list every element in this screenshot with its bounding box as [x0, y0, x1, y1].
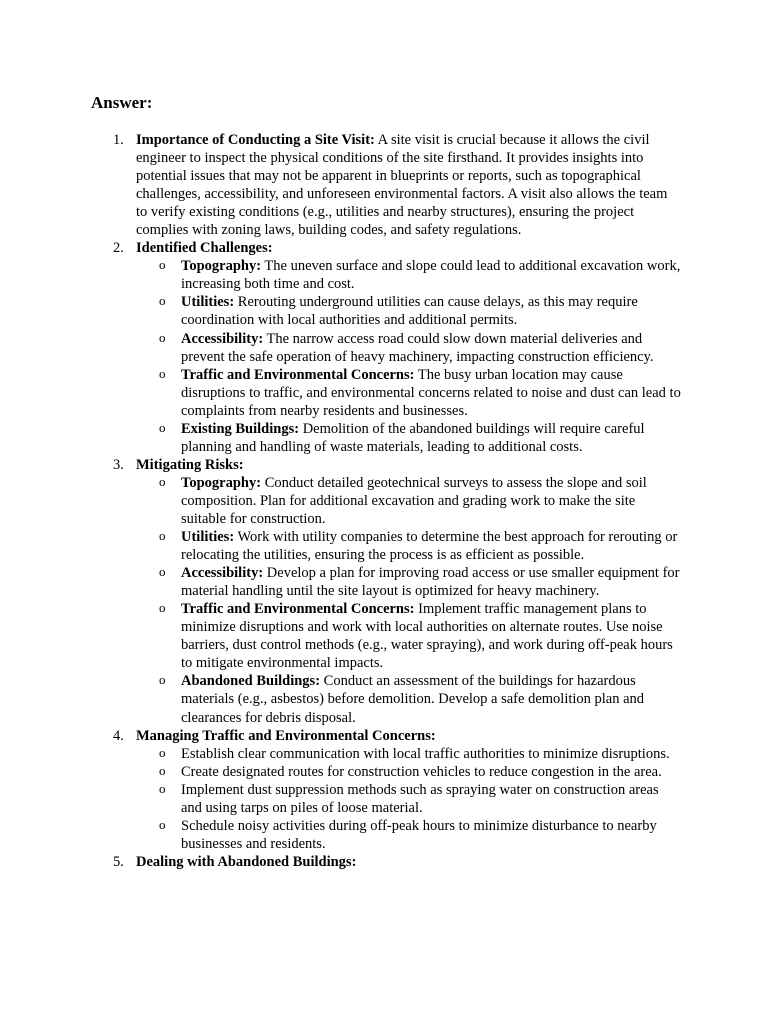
- bullet-icon: o: [159, 528, 166, 544]
- sub-item-text: Establish clear communication with local traffic authorities to minimize disruptions.: [181, 745, 670, 762]
- list-item-2: [113, 239, 682, 456]
- item-number: 1.: [113, 132, 124, 148]
- bullet-icon: o: [159, 780, 166, 796]
- sub-item: [159, 762, 682, 781]
- sub-item-lead: Topography:: [181, 258, 262, 275]
- bullet-icon: o: [159, 816, 166, 832]
- sub-item: [159, 257, 682, 293]
- item-text: A site visit is crucial because it allows the civil engineer to inspect the physical conditions of the site firsthand. It provides insights into potential issues that may not be apparent in blueprints or reports, such as topographical challenges, accessibility, and unforeseen environmental factors. A visit also allows the team to verify existing conditions (e.g., utilities and nearby structures), ensuring the project complies with zoning laws, building codes, and safety regulations.: [136, 132, 668, 239]
- sub-item: [159, 672, 682, 726]
- sub-item-lead: Accessibility:: [181, 330, 264, 347]
- item-title: Identified Challenges:: [136, 240, 273, 257]
- item-title: Importance of Conducting a Site Visit:: [136, 132, 375, 148]
- sub-item-text: Work with utility companies to determine the best approach for rerouting or relocating the utilities, ensuring the process is as efficient as possible.: [181, 529, 678, 564]
- sub-item: [159, 329, 682, 366]
- sub-list: [136, 257, 682, 456]
- sub-item-lead: Utilities:: [181, 294, 235, 311]
- sub-item-lead: Utilities:: [181, 529, 235, 546]
- item-number: 4.: [113, 727, 124, 744]
- bullet-icon: o: [159, 419, 166, 435]
- bullet-icon: o: [159, 329, 166, 345]
- item-number: 2.: [113, 240, 124, 257]
- sub-item-lead: Existing Buildings:: [181, 420, 300, 437]
- item-title: Managing Traffic and Environmental Concerns:: [136, 727, 436, 744]
- sub-item-text: Implement traffic management plans to minimize disruptions and work with local authorities on alternate routes. Use noise barriers, dust control methods (e.g., water spraying), and work during off-peak hours to mitigate environmental impacts.: [181, 601, 673, 672]
- sub-item: [159, 528, 682, 564]
- list-item-3: [113, 456, 682, 727]
- sub-item-text: Conduct detailed geotechnical surveys to assess the slope and soil composition. Plan for additional excavation and grading work to make the site suitable for construction.: [181, 474, 647, 527]
- sub-item-text: Develop a plan for improving road access or use smaller equipment for material handling until the site layout is optimized for heavy machinery.: [181, 565, 680, 600]
- item-number: 5.: [113, 853, 124, 870]
- bullet-icon: o: [159, 365, 166, 381]
- sub-item-lead: Traffic and Environmental Concerns:: [181, 601, 415, 618]
- sub-item-lead: Traffic and Environmental Concerns:: [181, 366, 415, 383]
- sub-item: [159, 473, 682, 528]
- sub-list: [136, 745, 682, 853]
- bullet-icon: o: [159, 744, 166, 760]
- bullet-icon: o: [159, 762, 166, 778]
- sub-item: [159, 816, 682, 853]
- list-item-5: [113, 853, 682, 871]
- sub-item: [159, 293, 682, 329]
- sub-item: [159, 780, 682, 817]
- sub-item-lead: Topography:: [181, 474, 262, 491]
- sub-item-lead: Abandoned Buildings:: [181, 673, 321, 690]
- bullet-icon: o: [159, 600, 166, 616]
- answer-list: [113, 131, 682, 871]
- item-title: Dealing with Abandoned Buildings:: [136, 853, 357, 870]
- sub-item-text: The busy urban location may cause disruptions to traffic, and environmental concerns related to noise and dust can lead to complaints from nearby residents and businesses.: [181, 366, 681, 419]
- sub-item-text: The uneven surface and slope could lead to additional excavation work, increasing both time and cost.: [181, 258, 681, 293]
- sub-item: [159, 744, 682, 763]
- bullet-icon: o: [159, 293, 166, 309]
- sub-item: [159, 600, 682, 672]
- answer-heading: Answer:: [91, 93, 153, 112]
- sub-item-lead: Accessibility:: [181, 565, 264, 582]
- sub-item-text: Rerouting underground utilities can cause delays, as this may require coordination with local authorities and additional permits.: [181, 294, 638, 329]
- bullet-icon: o: [159, 672, 166, 688]
- item-number: 3.: [113, 456, 124, 473]
- bullet-icon: o: [159, 473, 166, 489]
- item-title: Mitigating Risks:: [136, 456, 244, 473]
- list-item-1: [113, 131, 682, 239]
- sub-item: [159, 419, 682, 456]
- list-item-4: [113, 727, 682, 853]
- sub-item-text: Create designated routes for construction vehicles to reduce congestion in the area.: [181, 763, 662, 780]
- sub-item-text: Demolition of the abandoned buildings will require careful planning and handling of waste materials, leading to additional costs.: [181, 420, 645, 455]
- bullet-icon: o: [159, 257, 166, 273]
- sub-item: [159, 365, 682, 420]
- sub-item-text: Conduct an assessment of the buildings for hazardous materials (e.g., asbestos) before demolition. Develop a safe demolition plan and clearances for debris disposal.: [181, 673, 645, 726]
- sub-item-text: Schedule noisy activities during off-peak hours to minimize disturbance to nearby businesses and residents.: [181, 817, 657, 852]
- sub-list: [136, 474, 682, 727]
- sub-item-text: The narrow access road could slow down material deliveries and prevent the safe operation of heavy machinery, impacting construction efficiency.: [181, 330, 654, 365]
- sub-item: [159, 564, 682, 600]
- bullet-icon: o: [159, 564, 166, 580]
- sub-item-text: Implement dust suppression methods such as spraying water on construction areas and using tarps on piles of loose material.: [181, 781, 659, 816]
